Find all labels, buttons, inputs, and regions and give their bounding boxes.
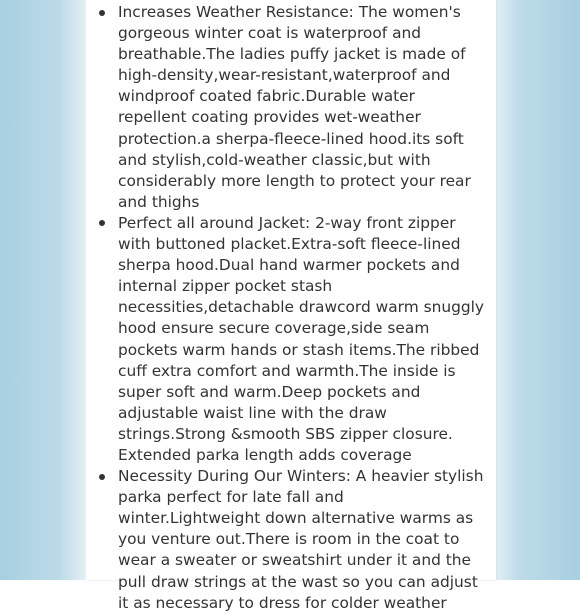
- feature-bullet-list: [118, 2, 486, 614]
- bullet-icon: [99, 10, 105, 16]
- list-item: [118, 2, 486, 213]
- bullet-text-winter-necessity: Necessity During Our Winters: A heavier stylish parka perfect for late fall and winter.Lightweight down alternative warms as you venture out.There is room in the coat to wear a sweater or sweatshirt under it and the pull draw strings at the wast so you can adjust it as necessary to dress for colder weather: [118, 467, 484, 612]
- bullet-icon: [99, 474, 105, 480]
- description-panel: [86, 0, 496, 612]
- bullet-icon: [99, 220, 105, 226]
- bullet-text-all-around-jacket: Perfect all around Jacket: 2-way front zipper with buttoned placket.Extra-soft fleece-lined sherpa hood.Dual hand warmer pockets and internal zipper pocket stash necessities,detachable drawcord warm snuggly hood ensure secure coverage,side seam pockets warm hands or stash items.The ribbed cuff extra comfort and warmth.The inside is super soft and warm.Deep pockets and adjustable waist line with the draw strings.Strong &smooth SBS zipper closure. Extended parka length adds coverage: [118, 213, 485, 464]
- bullet-text-weather-resistance: Increases Weather Resistance: The women's gorgeous winter coat is waterproof and breathable.The ladies puffy jacket is made of high-density,wear-resistant,waterproof and windproof coated fabric.Durable water repellent coating provides wet-weather protection.a sherpa-fleece-lined hood.its soft and stylish,cold-weather classic,but with considerably more length to protect your rear and thighs: [118, 3, 471, 211]
- list-item: [118, 466, 486, 614]
- list-item: [118, 213, 486, 466]
